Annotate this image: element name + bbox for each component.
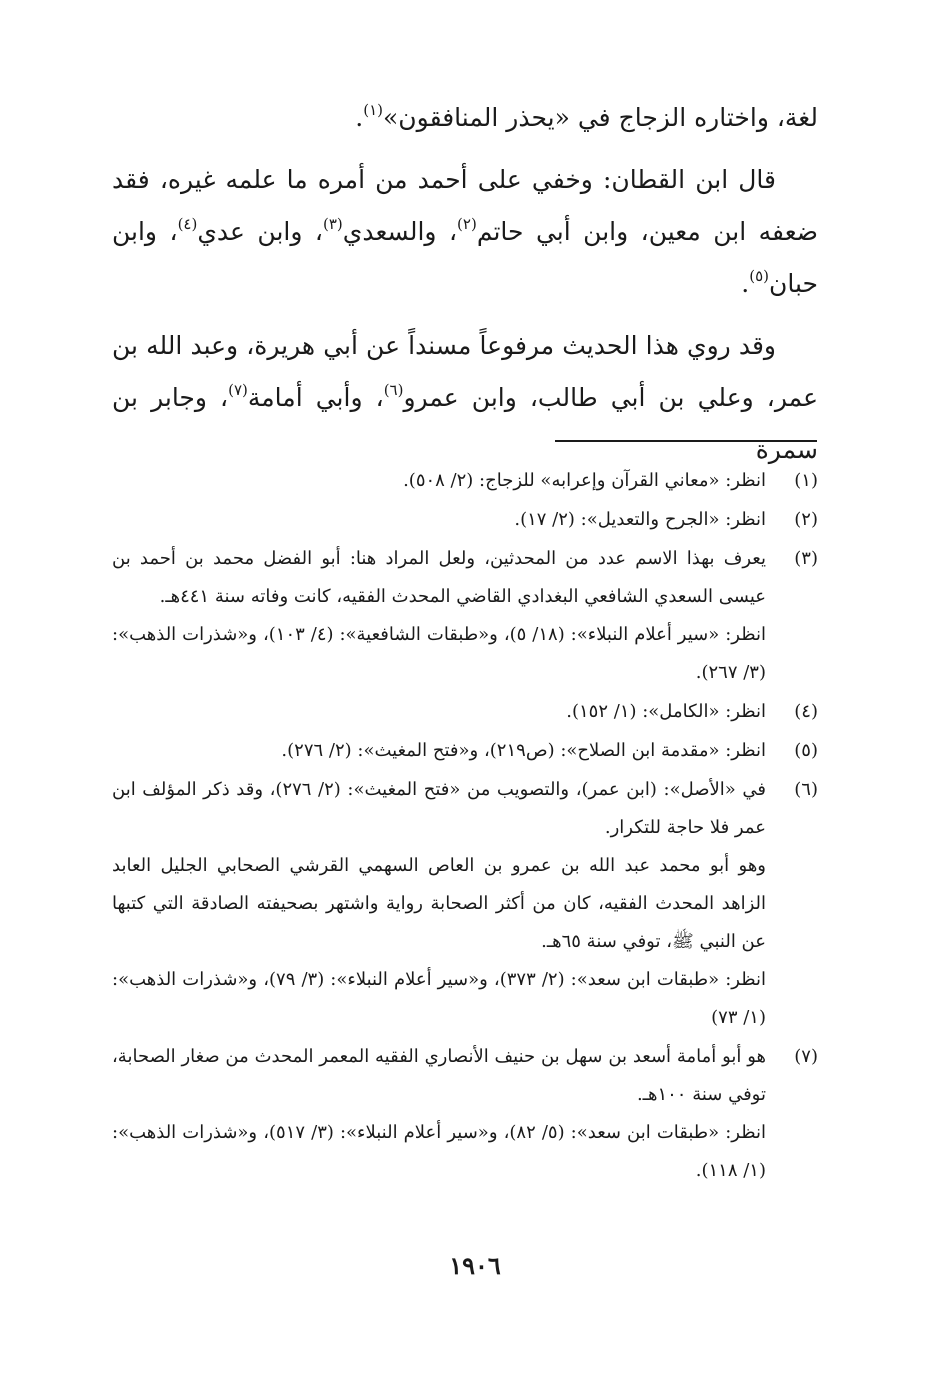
footnote-number: (٦) [794, 779, 818, 800]
footnotes [112, 462, 818, 1191]
footnote-ref-6: (٦) [383, 381, 404, 399]
text-run: ، وأبي أمامة [247, 383, 384, 412]
footnote-number: (٤) [794, 701, 818, 722]
paragraph-1 [112, 92, 818, 144]
footnote-number: (١) [794, 470, 818, 491]
footnote-number: (٧) [794, 1046, 818, 1067]
text-run: وقد روي هذا الحديث مرفوعاً مسنداً عن أبي هريرة، وعبد الله بن عمر، وعلي بن أبي طالب، وابن عمرو [112, 331, 818, 412]
text-run: ، وابن عدي [197, 217, 323, 246]
footnote-6 [112, 771, 818, 1037]
footnote-7 [112, 1038, 818, 1190]
footnote-body [112, 462, 766, 500]
paragraph-3 [112, 320, 818, 476]
footnote-line: انظر: «الكامل»: (١/ ١٥٢). [566, 701, 766, 722]
footnote-ref-4: (٤) [177, 215, 198, 233]
main-text [112, 92, 818, 476]
footnote-number: (٥) [794, 740, 818, 761]
text-run: لغة، واختاره الزجاج في «يحذر المنافقون» [383, 103, 818, 132]
footnote-5 [112, 732, 818, 770]
footnote-number: (٢) [794, 509, 818, 530]
footnote-separator [555, 440, 817, 442]
footnote-4 [112, 693, 818, 731]
footnote-line: في «الأصل»: (ابن عمر)، والتصويب من «فتح المغيث»: (٢/ ٢٧٦)، وقد ذكر المؤلف ابن عمر فلا حاجة للتكرار. [112, 779, 766, 838]
footnote-body [112, 1038, 766, 1190]
footnote-3 [112, 540, 818, 692]
text-run: قال ابن القطان: وخفي على أحمد من أمره ما علمه غيره، فقد ضعفه ابن معين، وابن أبي حاتم [112, 165, 818, 246]
footnote-line: انظر: «معاني القرآن وإعرابه» للزجاج: (٢/ ٥٠٨). [403, 470, 766, 491]
footnote-line: هو أبو أمامة أسعد بن سهل بن حنيف الأنصاري الفقيه المعمر المحدث من صغار الصحابة، توفي سنة ١٠٠هـ. [112, 1046, 766, 1105]
footnote-line: انظر: «طبقات ابن سعد»: (٥/ ٨٢)، و«سير أعلام النبلاء»: (٣/ ٥١٧)، و«شذرات الذهب»: (١/ ١١٨). [112, 1122, 766, 1181]
footnote-line: انظر: «سير أعلام النبلاء»: (١٨/ ٥)، و«طبقات الشافعية»: (٤/ ١٠٣)، و«شذرات الذهب»: (٣/ ٢٦٧). [112, 624, 766, 683]
footnote-line: انظر: «مقدمة ابن الصلاح»: (ص٢١٩)، و«فتح المغيث»: (٢/ ٢٧٦). [281, 740, 766, 761]
text-run: . [741, 269, 750, 298]
footnote-ref-3: (٣) [323, 215, 343, 233]
text-run: ، وجابر بن سمرة [112, 383, 818, 464]
footnote-ref-7: (٧) [228, 381, 248, 399]
footnote-line: انظر: «الجرح والتعديل»: (٢/ ١٧). [514, 509, 766, 530]
footnote-line: وهو أبو محمد عبد الله بن عمرو بن العاص السهمي القرشي الصحابي الجليل العابد الزاهد المحدث الفقيه، كان من أكثر الصحابة رواية واشتهر بصحيفته الصادقة التي كتبها عن النبي ﷺ، توفي سنة ٦٥هـ. [112, 855, 766, 952]
footnote-number: (٣) [794, 548, 818, 569]
text-run: . [355, 103, 364, 132]
footnote-line: انظر: «طبقات ابن سعد»: (٢/ ٣٧٣)، و«سير أعلام النبلاء»: (٣/ ٧٩)، و«شذرات الذهب»: (١/ ٧٣) [112, 969, 766, 1028]
footnote-body [112, 771, 766, 1037]
footnote-ref-1: (١) [363, 101, 384, 119]
footnote-body [112, 732, 766, 770]
text-run: ، والسعدي [342, 217, 458, 246]
text-run: ، وابن حبان [112, 217, 818, 298]
footnote-ref-2: (٢) [457, 215, 477, 233]
page-number: ١٩٠٦ [449, 1251, 501, 1280]
footnote-body [112, 693, 766, 731]
footnote-2 [112, 501, 818, 539]
footnote-body [112, 540, 766, 692]
footnote-line: يعرف بهذا الاسم عدد من المحدثين، ولعل المراد هنا: أبو الفضل محمد بن أحمد بن عيسى السعدي الشافعي البغدادي القاضي المحدث الفقيه، كانت وفاته سنة ٤٤١هـ. [112, 548, 766, 607]
footnote-body [112, 501, 766, 539]
footnote-1 [112, 462, 818, 500]
footnote-ref-5: (٥) [749, 267, 770, 285]
paragraph-2 [112, 154, 818, 310]
